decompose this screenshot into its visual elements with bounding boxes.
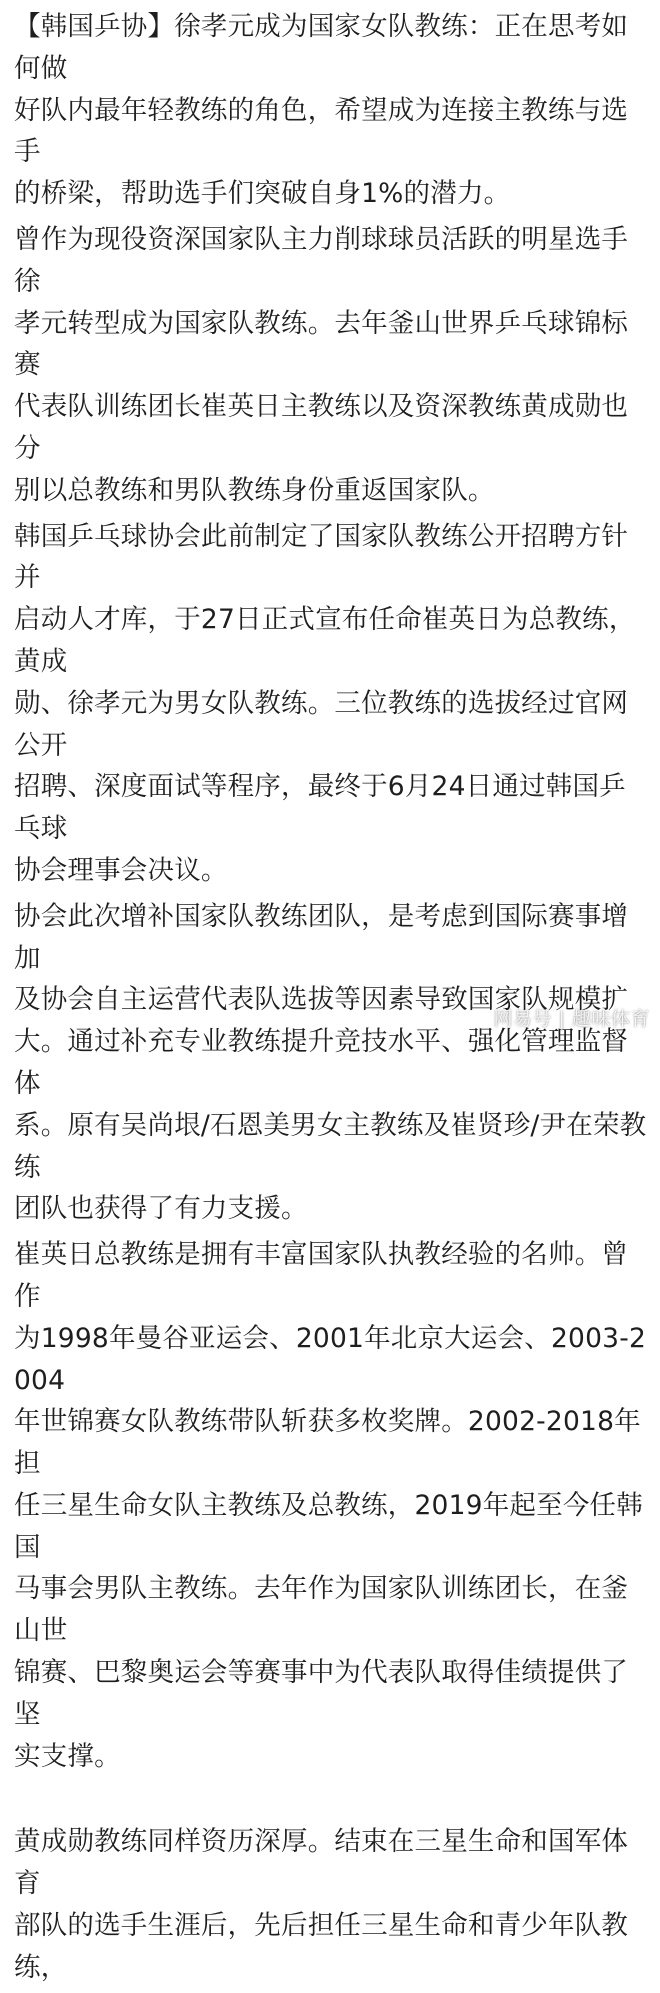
article-body	[14, 6, 650, 1993]
paragraph-huang-chengxun: 黄成勋教练同样资历深厚。结束在三星生命和国军体育 部队的选手生涯后，先后担任三星生命和青少年队教练，	[14, 1826, 629, 1983]
paragraph-appointment: 韩国乒乓球协会此前制定了国家队教练公开招聘方针并 启动人才库，于27日正式宣布任命崔英日为总教练，黄成 勋、徐孝元为男女队教练。三位教练的选拔经过官网公开 招聘、深度面试等程序，最终于6月24日通过韩国乒乓球 协会理事会决议。	[14, 520, 636, 886]
paragraph-headline: 【韩国乒协】徐孝元成为国家女队教练：正在思考如何做 好队内最年轻教练的角色，希望成为连接主教练与选手 的桥梁，帮助选手们突破自身1%的潜力。	[14, 11, 629, 210]
paragraph-cui-yingri: 崔英日总教练是拥有丰富国家队执教经验的名帅。曾作 为1998年曼谷亚运会、2001年北京大运会、2003-2004 年世锦赛女队教练带队斩获多枚奖牌。2002-2018年担 任三星生命女队主教练及总教练，2019年起至今任韩国 马事会男队主教练。去年作为国家队训练团长，在釜山世 锦赛、巴黎奥运会等赛事中为代表队取得佳绩提供了坚 实支撑。	[14, 1239, 647, 1772]
source-watermark: 网易号 | 趣味体育	[493, 1008, 650, 1030]
paragraph-xu-xiaoyuan: 曾作为现役资深国家队主力削球球员活跃的明星选手徐 孝元转型成为国家队教练。去年釜山世界乒乓球锦标赛 代表队训练团长崔英日主教练以及资深教练黄成勋也分 别以总教练和男队教练身份重返国家队。	[14, 223, 629, 506]
paragraph-team-expansion: 协会此次增补国家队教练团队，是考虑到国际赛事增加 及协会自主运营代表队选拔等因素导致国家队规模扩 大。通过补充专业教练提升竞技水平、强化管理监督体 系。原有吴尚垠/石恩美男女主教练及崔贤珍/尹在荣教练 团队也获得了有力支援。	[14, 900, 647, 1225]
